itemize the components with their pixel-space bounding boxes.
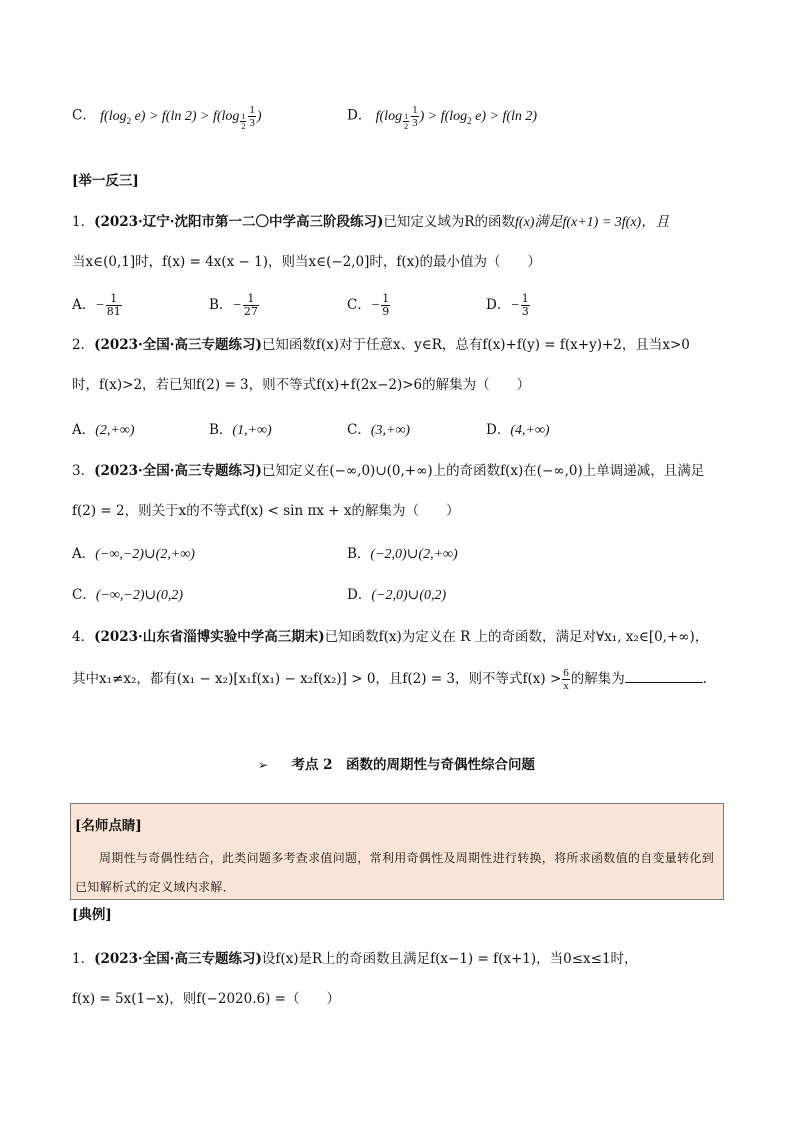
question-3-line-2: f(2) = 2，则关于x的不等式f(x) < sin πx + x的解集为（ ） [72,503,460,519]
example-1-line-1: 1．(2023·全国·高三专题练习)设f(x)是R上的奇函数且满足f(x−1) = f(x+1)，当0≤x≤1时， [72,951,638,967]
question-3-line-1: 3．(2023·全国·高三专题练习)已知定义在(−∞,0)∪(0,+∞)上的奇函数f(x)在(−∞,0)上单调递减，且满足 [72,463,705,479]
answer-blank [625,668,703,683]
question-2-option-b: B．(1,+∞) [209,422,272,438]
question-1-source: (2023·辽宁·沈阳市第一二〇中学高三阶段练习) [94,214,384,230]
question-3-option-d: D．(−2,0)∪(0,2) [347,587,447,603]
top-option-d: D． f(log $_{\frac{1}{2}}$ $\frac{1}{3}$ ) > $f(\log_2$ e) > f(ln 2) [347,104,538,131]
question-4-line-1: 4．(2023·山东省淄博实验中学高三期末)已知函数f(x)为定义在 R 上的奇函数，满足对∀x₁, x₂∈[0,+∞)， [72,629,709,645]
question-1-option-a: A．− $\frac{1}{81}$ [72,292,121,318]
question-2-line-1: 2．(2023·全国·高三专题练习)已知函数f(x)对于任意x、y∈R，总有f(x)+f(y) = f(x+y)+2，且当x>0 [72,337,690,353]
section-label-practice: [举一反三] [72,173,139,189]
option-c-expression: $f(\log_2$ e) > f(ln 2) > f(log $_{\frac{1}{2}}$ $\frac{1}{3}$ ) [100,104,262,131]
question-3-option-a: A．(−∞,−2)∪(2,+∞) [72,546,195,562]
question-2-option-c: C．(3,+∞) [347,422,411,438]
example-1-source: (2023·全国·高三专题练习) [94,951,262,967]
top-option-c: C． $f(\log_2$ e) > f(ln 2) > f(log $_{\frac{1}{2}}$ $\frac{1}{3}$ ) [72,104,262,131]
question-3-option-c: C．(−∞,−2)∪(0,2) [72,587,184,603]
question-1-line-1: 1．(2023·辽宁·沈阳市第一二〇中学高三阶段练习)已知定义域为R的函数f(x)满足f(x+1) = 3f(x)，且 [72,214,670,230]
question-1-line-2: 当x∈(0,1]时，f(x) = 4x(x − 1)，则当x∈(−2,0]时，f(x)的最小值为（ ） [72,254,542,270]
question-2-option-a: A．(2,+∞) [72,422,135,438]
tip-title: [名师点睛] [75,818,142,834]
section-heading-topic-2: ➢ 考点 2 函数的周期性与奇偶性综合问题 [258,757,536,773]
tip-text: 周期性与奇偶性结合，此类问题多考查求值问题，常利用奇偶性及周期性进行转换，将所求函数值的自变量转化到已知解析式的定义域内求解． [75,851,715,894]
question-3-option-b: B．(−2,0)∪(2,+∞) [347,546,458,562]
question-4-source: (2023·山东省淄博实验中学高三期末) [94,629,325,645]
question-1-option-d: D．− $\frac{1}{3}$ [486,292,529,318]
arrow-bullet-icon: ➢ [258,758,269,772]
question-4-line-2: 其中x₁≠x₂，都有(x₁ − x₂)[x₁f(x₁) − x₂f(x₂)] > 0，且f(2) = 3，则不等式f(x) > $\frac{6}{x}$ 的解集为 . [72,667,708,692]
question-1-option-c: C．− $\frac{1}{9}$ [347,292,390,318]
tip-box [70,803,724,900]
question-1-option-b: B．− $\frac{1}{27}$ [209,292,258,318]
section-label-example: [典例] [72,907,112,923]
question-3-source: (2023·全国·高三专题练习) [94,463,262,479]
question-2-line-2: 时，f(x)>2，若已知f(2) = 3，则不等式f(x)+f(2x−2)>6的解集为（ ） [72,377,531,393]
question-2-source: (2023·全国·高三专题练习) [94,337,262,353]
example-1-line-2: f(x) = 5x(1−x)，则f(−2020.6) =（ ） [72,991,340,1007]
option-d-expression: f(log $_{\frac{1}{2}}$ $\frac{1}{3}$ ) > $f(\log_2$ e) > f(ln 2) [375,104,538,131]
question-2-option-d: D．(4,+∞) [486,422,550,438]
